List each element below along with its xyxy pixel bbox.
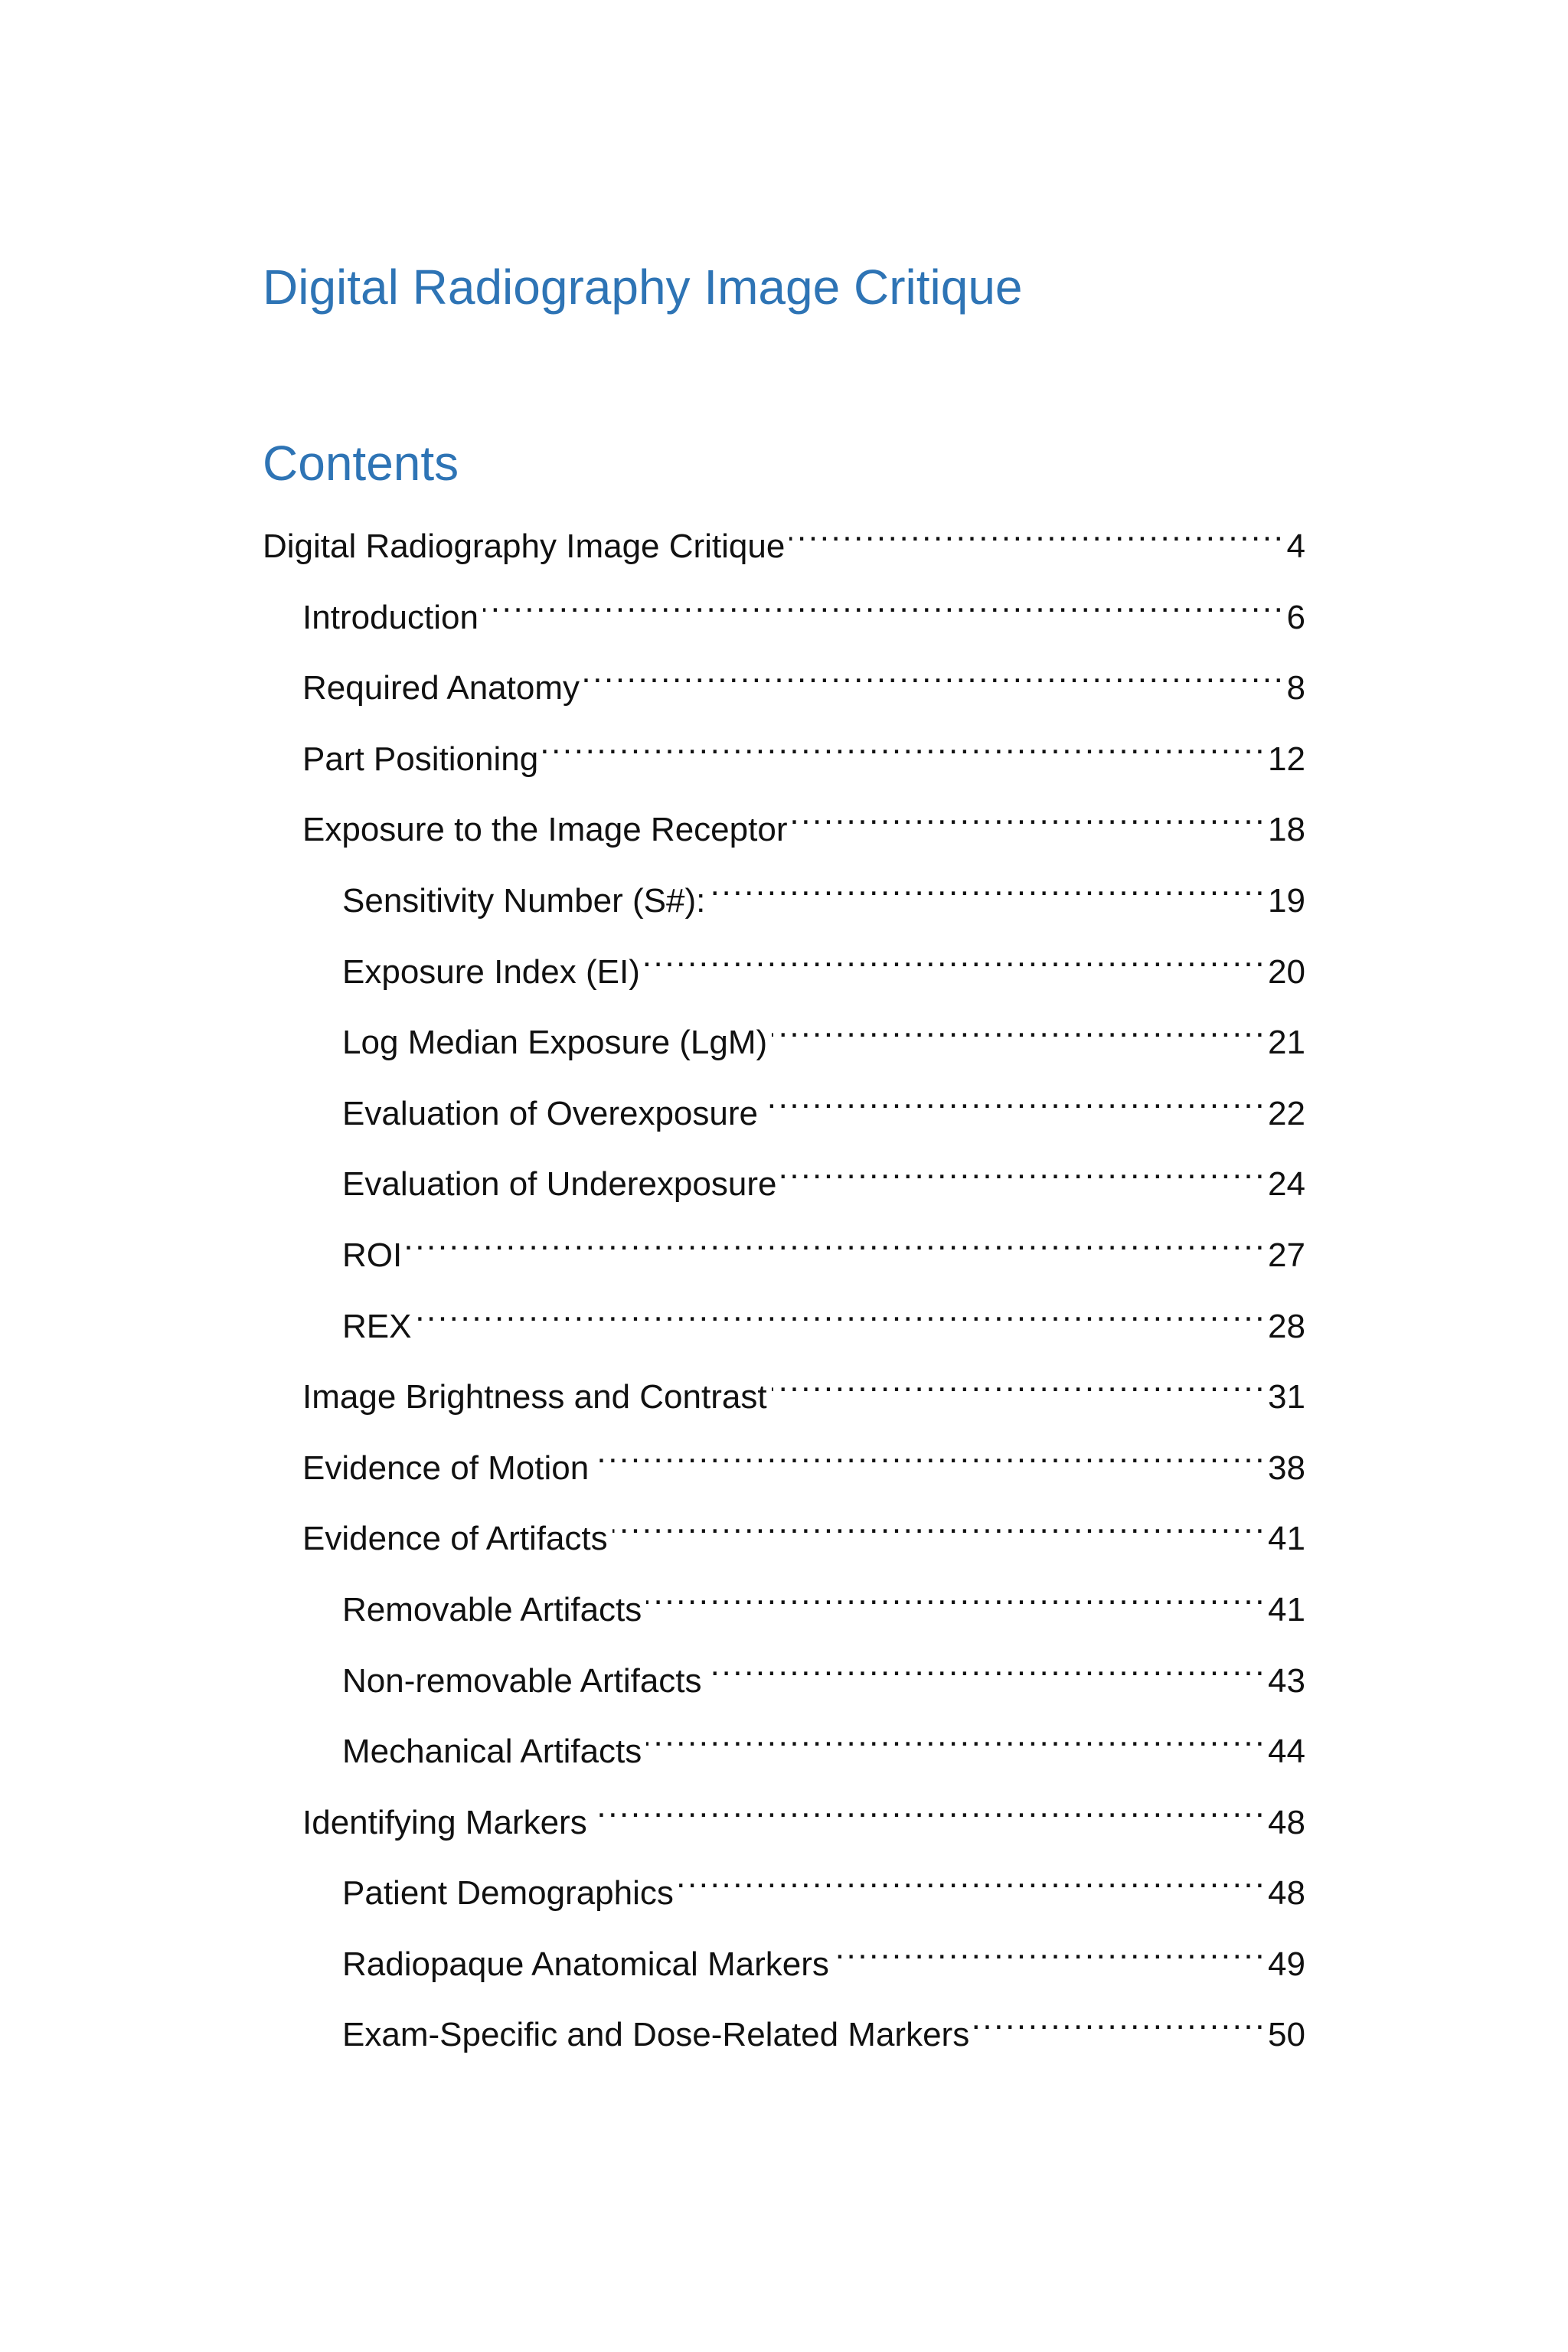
toc-entry-title: Removable Artifacts [342,1590,642,1628]
toc-entry[interactable] [263,1720,1305,1791]
toc-dot-leader [584,656,1285,699]
toc-entry-title: Required Anatomy [302,669,580,707]
toc-dot-leader [678,1861,1266,1904]
toc-heading: Contents [263,436,459,491]
toc-page-number: 21 [1268,1024,1305,1062]
toc-entry[interactable] [263,869,1305,940]
toc-page-number: 27 [1268,1236,1305,1274]
toc-page-number: 38 [1268,1449,1305,1487]
toc-dot-leader [646,1578,1266,1621]
toc-entry[interactable] [263,1791,1305,1862]
toc-page-number: 24 [1268,1165,1305,1204]
toc-entry-title: Digital Radiography Image Critique [263,528,786,565]
toc-entry[interactable] [263,1507,1305,1578]
toc-dot-leader [407,1223,1266,1266]
toc-page-number: 28 [1268,1307,1305,1345]
toc-entry[interactable] [263,727,1305,799]
toc-dot-leader [592,1791,1266,1834]
toc-dot-leader [710,869,1266,912]
toc-entry-title: Introduction [302,598,479,636]
toc-dot-leader [772,1011,1266,1054]
toc-entry[interactable] [263,1152,1305,1223]
toc-dot-leader [974,2003,1266,2046]
toc-entry[interactable] [263,1649,1305,1720]
toc-entry-title: Exposure to the Image Receptor [302,811,788,849]
toc-page-number: 20 [1268,952,1305,991]
toc-page-number: 48 [1268,1874,1305,1913]
toc-entry[interactable] [263,1223,1305,1295]
toc-dot-leader [483,586,1285,629]
toc-entry[interactable] [263,1011,1305,1082]
toc-page-number: 8 [1286,669,1305,707]
toc-entry-title: Log Median Exposure (LgM) [342,1024,768,1062]
toc-entry[interactable] [263,940,1305,1011]
toc-entry[interactable] [263,1365,1305,1436]
toc-entry[interactable] [263,1861,1305,1932]
toc-page-number: 19 [1268,881,1305,920]
toc-dot-leader [612,1507,1266,1550]
toc-dot-leader [646,1720,1266,1762]
toc-page-number: 50 [1268,2016,1305,2054]
toc-dot-leader [834,1932,1266,1975]
toc-entry-title: Evaluation of Underexposure [342,1165,777,1204]
toc-entry[interactable] [263,798,1305,869]
toc-entry[interactable] [263,2003,1305,2074]
toc-dot-leader [707,1649,1267,1692]
toc-entry-title: Image Brightness and Contrast [302,1378,767,1416]
toc-dot-leader [763,1082,1266,1125]
toc-entry-title: Radiopaque Anatomical Markers [342,1945,829,1983]
toc-entry-title: Sensitivity Number (S#): [342,881,706,920]
toc-page-number: 41 [1268,1590,1305,1628]
toc-entry-title: ROI [342,1236,403,1274]
toc-page-number: 44 [1268,1733,1305,1771]
toc-entry[interactable] [263,1578,1305,1649]
toc-dot-leader [593,1436,1266,1479]
toc-entry-title: Evaluation of Overexposure [342,1094,758,1132]
toc-page-number: 22 [1268,1094,1305,1132]
toc-dot-leader [772,1365,1267,1408]
toc-entry-title: Part Positioning [302,740,539,778]
toc-page-number: 4 [1286,528,1305,565]
toc-page-number: 49 [1268,1945,1305,1983]
toc-dot-leader [792,798,1266,841]
toc-entry-title: Evidence of Artifacts [302,1520,608,1558]
toc-entry-title: Identifying Markers [302,1803,587,1841]
toc-entry[interactable] [263,586,1305,657]
toc-entry[interactable] [263,656,1305,727]
toc-dot-leader [781,1152,1266,1195]
document-title: Digital Radiography Image Critique [263,260,1023,315]
toc-dot-leader [645,940,1266,983]
toc-entry-title: Mechanical Artifacts [342,1733,642,1771]
toc-entry-title: REX [342,1307,412,1345]
toc-entry[interactable] [263,1436,1305,1508]
toc-page-number: 41 [1268,1520,1305,1558]
toc-page-number: 31 [1268,1378,1305,1416]
toc-dot-leader [789,514,1285,557]
toc-entry-title: Exposure Index (EI) [342,952,640,991]
toc-entry[interactable] [263,1295,1305,1366]
toc-page-number: 43 [1268,1661,1305,1700]
toc-entry-title: Patient Demographics [342,1874,674,1913]
table-of-contents [263,514,1305,2074]
toc-entry-title: Exam-Specific and Dose-Related Markers [342,2016,970,2054]
toc-entry[interactable] [263,1082,1305,1153]
toc-entry-title: Non-removable Artifacts [342,1661,702,1700]
toc-entry[interactable] [263,1932,1305,2004]
toc-page-number: 48 [1268,1803,1305,1841]
toc-entry-title: Evidence of Motion [302,1449,590,1487]
toc-entry[interactable] [263,514,1305,586]
toc-dot-leader [543,727,1266,770]
toc-dot-leader [416,1295,1266,1338]
toc-page-number: 6 [1286,598,1305,636]
toc-page-number: 12 [1268,740,1305,778]
toc-page-number: 18 [1268,811,1305,849]
